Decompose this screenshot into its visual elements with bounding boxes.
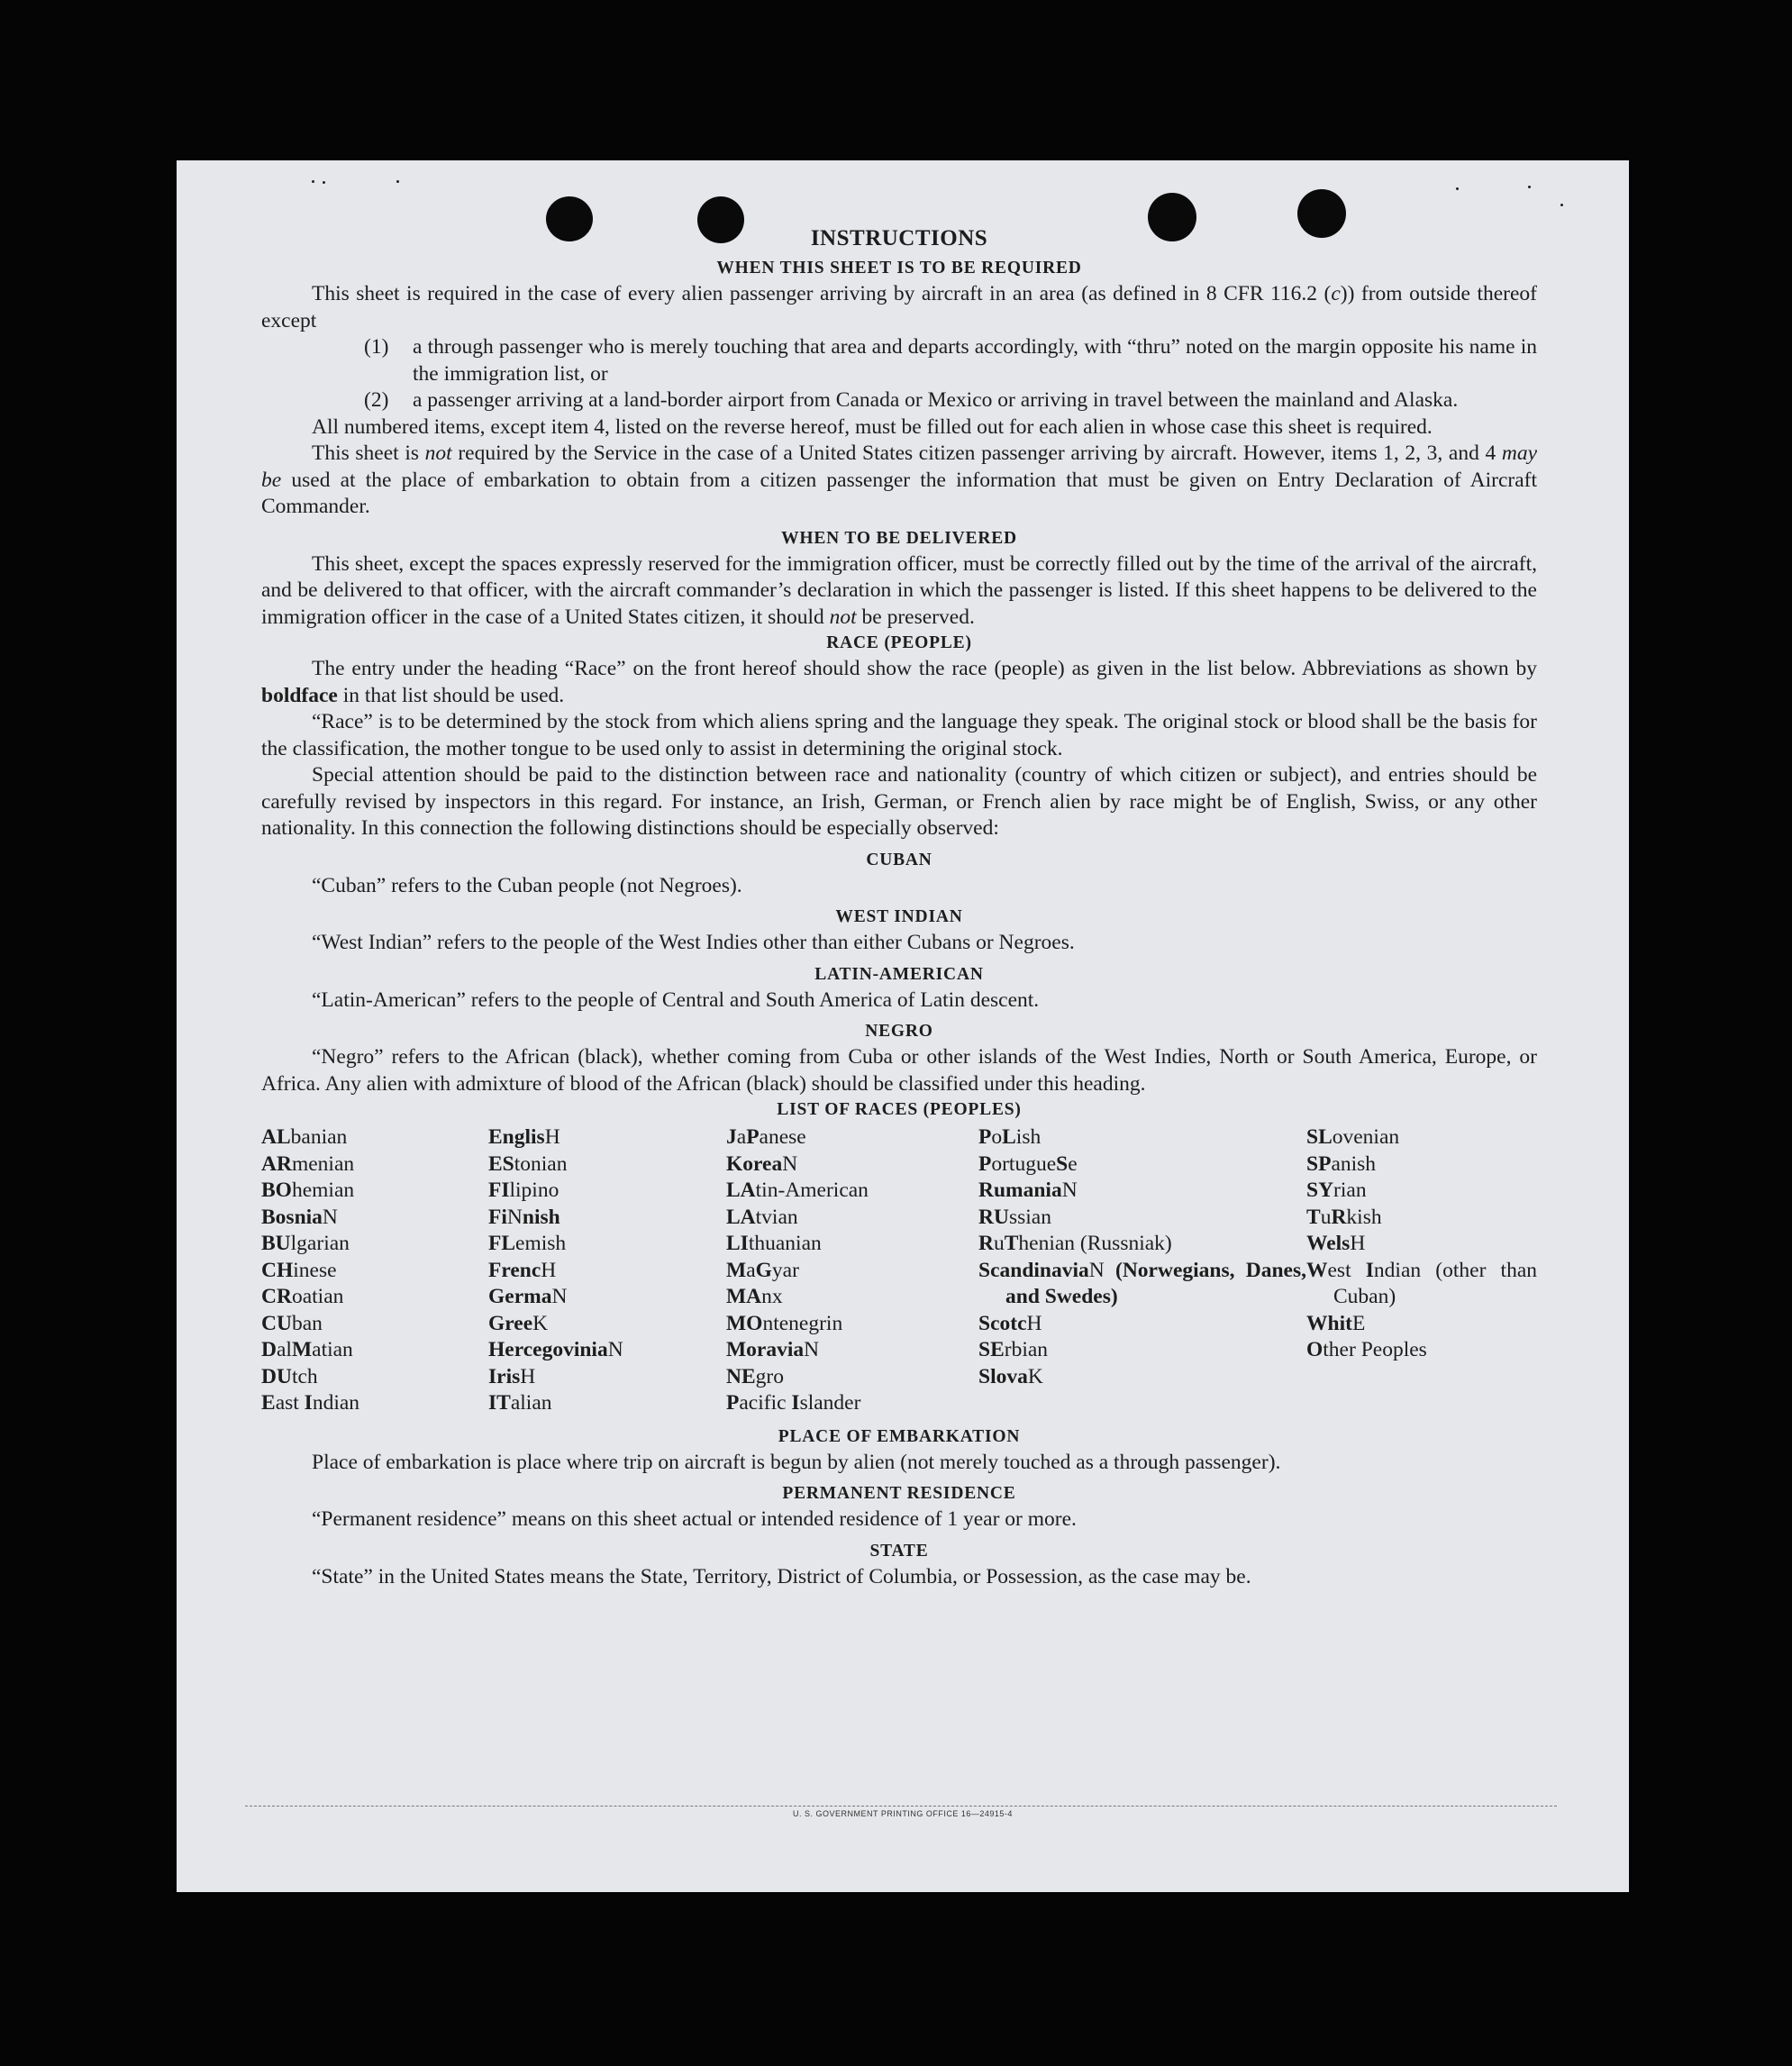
- paragraph: “Cuban” refers to the Cuban people (not Negroes).: [312, 873, 742, 897]
- race-entry: GermaN: [488, 1285, 568, 1308]
- race-entry: MoraviaN: [726, 1338, 820, 1361]
- race-entry: ALbanian: [261, 1125, 348, 1149]
- race-entry: EnglisH: [488, 1125, 560, 1149]
- list-item: (1) a through passenger who is merely touching that area and departs accordingly, with “thru” noted on the margin opposite his name in the immigration list, or: [364, 335, 1537, 386]
- paragraph: All numbered items, except item 4, listed on the reverse hereof, must be filled out for each alien in whose case this sheet is required.: [312, 414, 1433, 439]
- race-entry: LAtin-American: [726, 1179, 869, 1202]
- race-entry: RuThenian (Russniak): [978, 1232, 1172, 1255]
- paragraph: “West Indian” refers to the people of the West Indies other than either Cubans or Negroes.: [312, 931, 1075, 954]
- race-entry: FIlipino: [488, 1179, 559, 1202]
- race-entry: RumaniaN: [978, 1179, 1078, 1202]
- race-entry: SErbian: [978, 1338, 1049, 1361]
- race-entry: NEgro: [726, 1364, 784, 1388]
- document-sheet: [177, 160, 1629, 1892]
- paragraph: “Race” is to be determined by the stock from which aliens spring and the language they speak. The original stock or blood shall be the basis for the classification, the mother tongue to be used only to assist in determining the original stock.: [261, 710, 1537, 760]
- race-entry: IrisH: [488, 1364, 536, 1388]
- race-entry: JaPanese: [726, 1125, 806, 1149]
- race-entry: MOntenegrin: [726, 1311, 843, 1335]
- paragraph: This sheet, except the spaces expressly reserved for the immigration officer, must be correctly filled out by the time of the arrival of the aircraft, and be delivered to that officer, with the aircraft commander’s declaration in which the passenger is listed. If this sheet happens to be delivered to the immigration officer in the case of a United States citizen, it should not be preserved.: [261, 551, 1537, 629]
- race-entry: LIthuanian: [726, 1232, 822, 1255]
- race-entry: ARmenian: [261, 1151, 355, 1176]
- race-entry: BosniaN: [261, 1205, 338, 1229]
- paragraph: Place of embarkation is place where trip on aircraft is begun by alien (not merely touched as a through passenger).: [312, 1450, 1281, 1474]
- race-entry: West Indian (other than Cuban): [1306, 1258, 1538, 1308]
- heading-when-required: WHEN THIS SHEET IS TO BE REQUIRED: [716, 259, 1082, 278]
- heading-west-indian: WEST INDIAN: [835, 907, 963, 926]
- race-entry: Other Peoples: [1306, 1338, 1427, 1361]
- paragraph: “Permanent residence” means on this sheet actual or intended residence of 1 year or more.: [312, 1507, 1077, 1531]
- race-column: [1306, 1124, 1537, 1417]
- race-entry: FrencH: [488, 1258, 557, 1282]
- paragraph: “Latin-American” refers to the people of Central and South America of Latin descent.: [312, 987, 1040, 1012]
- heading-state: STATE: [869, 1541, 929, 1561]
- heading-latin-american: LATIN-AMERICAN: [814, 964, 984, 984]
- race-entry: BUlgarian: [261, 1232, 350, 1255]
- race-entry: SPanish: [1306, 1151, 1377, 1176]
- heading-cuban: CUBAN: [866, 850, 932, 869]
- paragraph: Special attention should be paid to the distinction between race and nationality (country of which citizen or subject), and entries should be carefully revised by inspectors in this regard. For instance, an Irish, German, or French alien by race might be of English, Swiss, or any other nationality. In this connection the following distinctions should be especially observed:: [261, 763, 1537, 840]
- race-entry: MAnx: [726, 1285, 783, 1308]
- race-entry: MaGyar: [726, 1258, 799, 1282]
- heading-embarkation: PLACE OF EMBARKATION: [778, 1426, 1021, 1446]
- paragraph: “State” in the United States means the State, Territory, District of Columbia, or Possession, as the case may be.: [312, 1564, 1251, 1588]
- paragraph: This sheet is required in the case of every alien passenger arriving by aircraft in an area (as defined in 8 CFR 116.2 (c)) from outside thereof except: [261, 282, 1538, 332]
- race-entry: SYrian: [1306, 1179, 1367, 1202]
- document-title: INSTRUCTIONS: [810, 226, 988, 250]
- instructions-text: [261, 225, 1537, 1590]
- race-entry: KoreaN: [726, 1151, 798, 1176]
- heading-permanent-residence: PERMANENT RESIDENCE: [782, 1484, 1016, 1503]
- heading-negro: NEGRO: [865, 1022, 933, 1041]
- race-entry: DUtch: [261, 1364, 318, 1388]
- race-entry: TuRkish: [1306, 1205, 1382, 1229]
- race-column: [261, 1124, 488, 1417]
- race-entry: ScotcH: [978, 1311, 1042, 1335]
- race-entry: GreeK: [488, 1311, 549, 1335]
- race-entry: PortugueSe: [978, 1151, 1078, 1176]
- paragraph: This sheet is not required by the Service in the case of a United States citizen passenger arriving by aircraft. However, items 1, 2, 3, and 4 may be used at the place of embarkation to obtain from a citizen passenger the information that must be given on Entry Declaration of Aircraft Commander.: [261, 441, 1537, 518]
- heading-when-delivered: WHEN TO BE DELIVERED: [781, 528, 1017, 548]
- heading-race: RACE (PEOPLE): [826, 633, 972, 652]
- race-entry: CHinese: [261, 1258, 337, 1282]
- race-entry: SLovenian: [1306, 1125, 1400, 1149]
- paragraph: “Negro” refers to the African (black), whether coming from Cuba or other islands of the West Indies, North or South America, Europe, or Africa. Any alien with admixture of blood of the African (black) should be classified under this heading.: [261, 1045, 1537, 1096]
- race-entry: ScandinaviaN (Norwegians, Danes, and Swedes): [978, 1258, 1306, 1308]
- race-entry: Pacific Islander: [726, 1391, 861, 1415]
- race-entry: BOhemian: [261, 1179, 355, 1202]
- race-column: [978, 1124, 1306, 1417]
- race-column: [488, 1124, 726, 1417]
- paragraph: The entry under the heading “Race” on the front hereof should show the race (people) as given in the list below. Abbreviations as shown by boldface in that list should be used.: [261, 657, 1537, 707]
- race-column: [726, 1124, 978, 1417]
- race-entry: FLemish: [488, 1232, 567, 1255]
- printer-imprint: U. S. GOVERNMENT PRINTING OFFICE 16—24915-4: [793, 1809, 1013, 1818]
- race-list: [261, 1124, 1537, 1417]
- heading-list-of-races: LIST OF RACES (PEOPLES): [777, 1100, 1022, 1119]
- race-entry: CUban: [261, 1311, 323, 1335]
- race-entry: CRoatian: [261, 1285, 344, 1308]
- race-entry: SlovaK: [978, 1364, 1043, 1388]
- race-entry: RUssian: [978, 1205, 1051, 1229]
- race-entry: WhitE: [1306, 1311, 1366, 1335]
- race-entry: EStonian: [488, 1151, 568, 1176]
- race-entry: ITalian: [488, 1391, 552, 1415]
- race-entry: WelsH: [1306, 1232, 1366, 1255]
- race-entry: DalMatian: [261, 1338, 353, 1361]
- race-entry: PoLish: [978, 1125, 1042, 1149]
- race-entry: FiNnish: [488, 1205, 560, 1229]
- race-entry: LAtvian: [726, 1205, 798, 1229]
- race-entry: East Indian: [261, 1391, 360, 1415]
- list-item: (2) a passenger arriving at a land-border airport from Canada or Mexico or arriving in travel between the mainland and Alaska.: [364, 388, 1459, 412]
- race-entry: HercegoviniaN: [488, 1338, 623, 1361]
